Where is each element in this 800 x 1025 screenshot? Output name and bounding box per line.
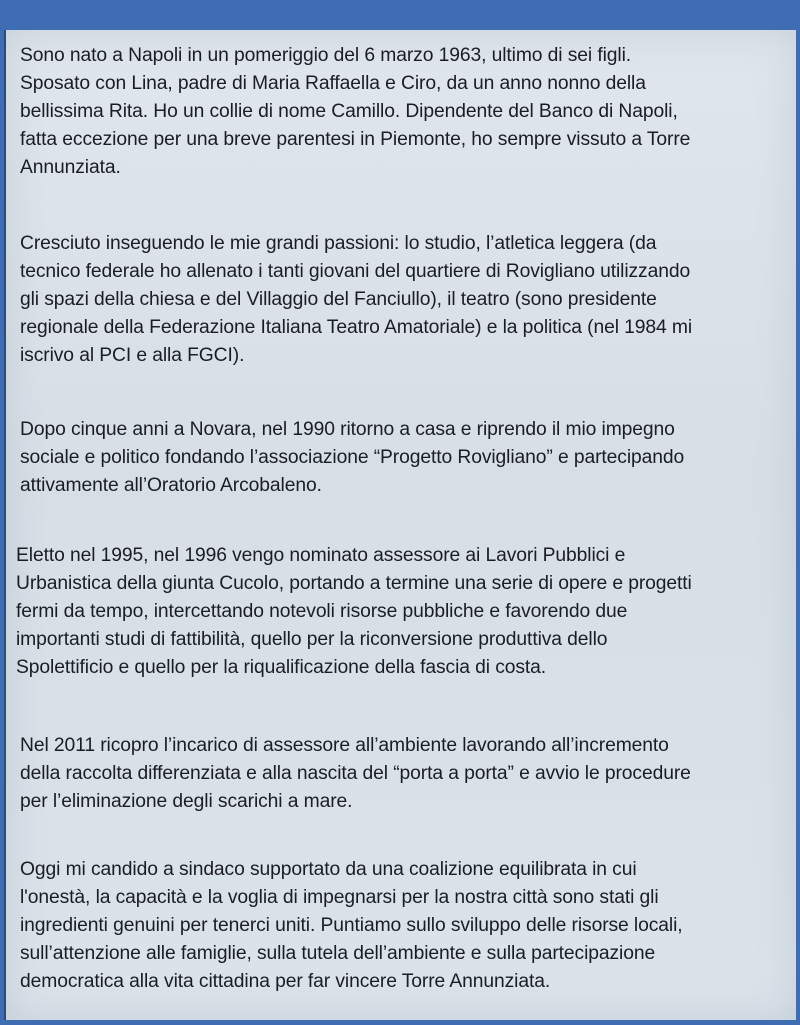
printed-sheet [4, 30, 796, 1020]
paragraph-election-1995: Eletto nel 1995, nel 1996 vengo nominato assessore ai Lavori Pubblici e Urbanistica della giunta Cucolo, portando a termine una serie di opere e progetti fermi da tempo, intercettando notevoli risorse pubbliche e favorendo due importanti studi di fattibilità, quello per la riconversione produttiva dello Spolettificio e quello per la riqualificazione della fascia di costa. [16, 545, 692, 678]
paragraph-birth-family: Sono nato a Napoli in un pomeriggio del 6 marzo 1963, ultimo di sei figli. Sposato con Lina, padre di Maria Raffaella e Ciro, da un anno nonno della bellissima Rita. Ho un collie di nome Camillo. Dipendente del Banco di Napoli, fatta eccezione per una breve parentesi in Piemonte, ho sempre vissuto a Torre Annunziata. [20, 45, 691, 178]
paragraph-mayor-candidacy: Oggi mi candido a sindaco supportato da una coalizione equilibrata in cui l'onestà, la capacità e la voglia di impegnarsi per la nostra città sono stati gli ingredienti genuini per tenerci uniti. Puntiamo sullo sviluppo delle risorse locali, sull’attenzione alle famiglie, sulla tutela dell’ambiente e sulla partecipazione democratica alla vita cittadina per far vincere Torre Annunziata. [20, 859, 683, 992]
paragraph-novara-return: Dopo cinque anni a Novara, nel 1990 ritorno a casa e riprendo il mio impegno sociale e politico fondando l’associazione “Progetto Rovigliano” e partecipando attivamente all’Oratorio Arcobaleno. [20, 419, 685, 496]
paragraph-passions: Cresciuto inseguendo le mie grandi passioni: lo studio, l’atletica leggera (da tecnico federale ho allenato i tanti giovani del quartiere di Rovigliano utilizzando gli spazi della chiesa e del Villaggio del Fanciullo), il teatro (sono presidente regionale della Federazione Italiana Teatro Amatoriale) e la politica (nel 1984 mi iscrivo al PCI e alla FGCI). [20, 233, 693, 366]
paragraph-environment-2011: Nel 2011 ricopro l’incarico di assessore all’ambiente lavorando all’incremento della raccolta differenziata e alla nascita del “porta a porta” e avvio le procedure per l’eliminazione degli scarichi a mare. [20, 735, 691, 812]
